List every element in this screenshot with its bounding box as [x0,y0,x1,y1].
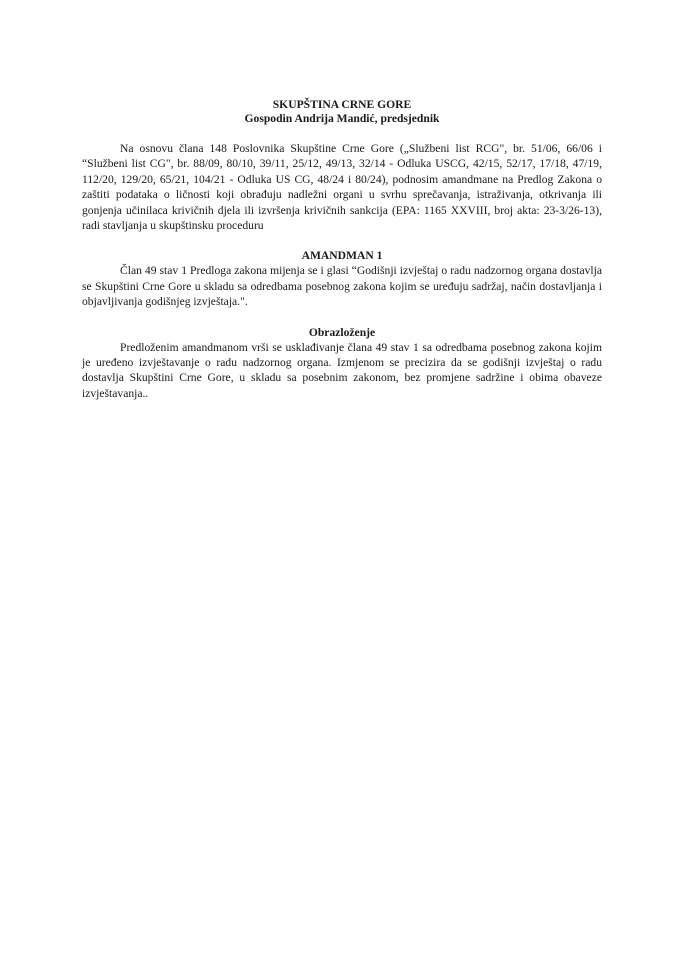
justification-heading: Obrazloženje [308,325,376,339]
document-body [82,98,602,401]
amendment-heading: AMANDMAN 1 [301,249,383,263]
addressee-line: Gospodin Andrija Mandić, predsjednik [244,112,440,125]
institution-name: SKUPŠTINA CRNE GORE [272,98,412,111]
amendment-paragraph: Član 49 stav 1 Predloga zakona mijenja se i glasi “Godišnji izvještaj o radu nadzornog organa dostavlja se Skupštini Crne Gore u skladu sa odredbama posebnog zakona kojim se uređuju sadržaj, način dostavljanja i objavljivanja godišnjeg izvještaja.". [82,264,602,309]
justification-paragraph: Predloženim amandmanom vrši se usklađivanje člana 49 stav 1 sa odredbama posebnog zakona kojim je uređeno izvještavanje o radu nadzornog organa. Izmjenom se precizira da se godišnji izvještaj o radu dostavlja Skupštini Crne Gore, u skladu sa posebnim zakonom, bez promjene sadržine i obima obaveze izvještavanja.. [82,340,602,400]
intro-paragraph: Na osnovu člana 148 Poslovnika Skupštine Crne Gore („Službeni list RCG", br. 51/06, 66/06 i “Službeni list CG", br. 88/09, 80/10, 39/11, 25/12, 49/13, 32/14 - Odluka USCG, 42/15, 52/17, 17/18, 47/19, 112/20, 129/20, 65/21, 104/21 - Odluka US CG, 48/24 i 80/24), podnosim amandmane na Predlog Zakona o zaštiti podataka o ličnosti koji obrađuju nadležni organi u svrhu sprečavanja, istraživanja, otkrivanja ili gonjenja učinilaca krivičnih djela ili izvršenja krivičnih sankcija (EPA: 1165 XXVIII, broj akta: 23-3/26-13), radi stavljanja u skupštinsku proceduru [82,142,602,233]
letter-header [82,98,602,126]
